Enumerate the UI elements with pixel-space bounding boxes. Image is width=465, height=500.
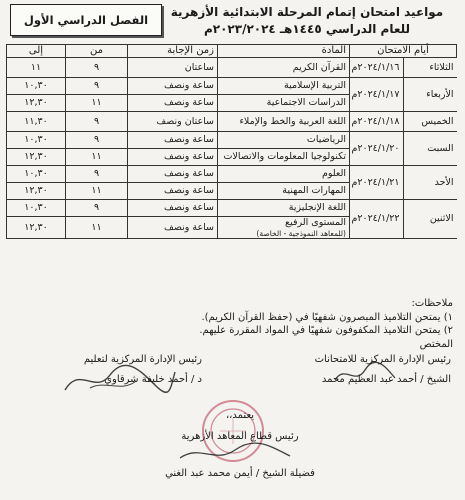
- subject-label: الدراسات الاجتماعية: [266, 97, 346, 108]
- exam-duration: ساعة ونصف: [128, 95, 218, 112]
- handwritten-signature-bottom: [175, 440, 295, 466]
- end-time: ١٠,٣٠: [7, 132, 66, 149]
- exam-subject: [218, 78, 350, 95]
- start-time: ٩: [66, 200, 128, 217]
- end-time: ١٠,٣٠: [7, 78, 66, 95]
- exam-day: الأربعاء: [403, 78, 457, 112]
- header-to: إلى: [7, 45, 66, 58]
- exam-duration: ساعة ونصف: [128, 200, 218, 217]
- header-title: مواعيد امتحان إتمام المرحلة الابتدائية الأزهرية: [170, 5, 444, 19]
- end-time: ١٢,٣٠: [7, 183, 66, 200]
- exam-subject: [218, 95, 350, 112]
- approval-title: رئيس قطاع المعاهد الأزهرية: [181, 431, 299, 442]
- exam-subject: [218, 183, 350, 200]
- exam-date: ٢٠٢٤/١/٢٠م: [350, 132, 404, 166]
- header-time: زمن الإجابة: [128, 45, 218, 58]
- end-time: ١٠,٣٠: [7, 166, 66, 183]
- table-row: [7, 200, 457, 217]
- end-time: ١٢,٣٠: [7, 149, 66, 166]
- exam-duration: ساعتان ونصف: [128, 112, 218, 132]
- exam-subject: [218, 149, 350, 166]
- exam-day: الأحد: [403, 166, 457, 200]
- start-time: ٩: [66, 78, 128, 95]
- exam-schedule-table: [6, 44, 457, 239]
- handwritten-signature-right: [330, 358, 400, 390]
- subject-label: المستوى الرفيع: [285, 217, 346, 228]
- exam-subject: [218, 166, 350, 183]
- subject-label: المهارات المهنية: [282, 185, 346, 196]
- term-badge: [10, 4, 162, 36]
- exam-subject: [218, 132, 350, 149]
- exam-date: ٢٠٢٤/١/٢١م: [350, 166, 404, 200]
- subject-label: التربية الإسلامية: [283, 80, 346, 91]
- exam-date: ٢٠٢٤/١/٢٢م: [350, 200, 404, 239]
- start-time: ١١: [66, 217, 128, 239]
- exam-duration: ساعة ونصف: [128, 183, 218, 200]
- start-time: ١١: [66, 149, 128, 166]
- end-time: ١٠,٣٠: [7, 200, 66, 217]
- table-row: [7, 166, 457, 183]
- subject-label: العلوم: [321, 168, 346, 179]
- signature-name: الشيخ / أحمد عبد العظيم محمد: [321, 374, 451, 385]
- exam-duration: ساعة ونصف: [128, 132, 218, 149]
- exam-duration: ساعة ونصف: [128, 217, 218, 239]
- subject-label: الرياضيات: [306, 134, 346, 145]
- start-time: ٩: [66, 112, 128, 132]
- header-year: للعام الدراسي ١٤٤٥هـ ٢٠٢٣/٢٠٢٤م: [203, 22, 411, 36]
- exam-date: ٢٠٢٤/١/١٧م: [350, 78, 404, 112]
- exam-duration: ساعة ونصف: [128, 78, 218, 95]
- end-time: ١١,٣٠: [7, 112, 66, 132]
- subject-label: تكنولوجيا المعلومات والاتصالات: [223, 151, 346, 162]
- note-item: ٢) يمتحن التلاميذ المكفوفون شفهيًا في المواد المقررة عليهم.: [199, 325, 453, 336]
- exam-subject: [218, 58, 350, 78]
- end-time: ١٢,٣٠: [7, 217, 66, 239]
- subject-label: اللغة الإنجليزية: [288, 202, 346, 213]
- end-time: ١١: [7, 58, 66, 78]
- exam-day: الثلاثاء: [403, 58, 457, 78]
- signature-title: رئيس الإدارة المركزية للامتحانات: [314, 354, 451, 365]
- table-row: [7, 112, 457, 132]
- notes-approved: المختص: [419, 338, 453, 350]
- handwritten-signature-left: [60, 360, 180, 400]
- exam-subject: [218, 112, 350, 132]
- exam-duration: ساعة ونصف: [128, 166, 218, 183]
- subject-label: اللغة العربية والخط والإملاء: [239, 115, 346, 127]
- exam-duration: ساعة ونصف: [128, 149, 218, 166]
- start-time: ١١: [66, 95, 128, 112]
- start-time: ٩: [66, 166, 128, 183]
- header-from: من: [66, 45, 128, 58]
- start-time: ١١: [66, 183, 128, 200]
- term-label: الفصل الدراسي الأول: [23, 13, 149, 27]
- note-item: ١) يمتحن التلاميذ المبصرون شفهيًا في (حفظ القرآن الكريم).: [201, 311, 453, 323]
- header-subject: المادة: [218, 45, 350, 58]
- start-time: ٩: [66, 58, 128, 78]
- exam-subject: [218, 217, 350, 239]
- exam-day: السبت: [403, 132, 457, 166]
- table-row: [7, 78, 457, 95]
- exam-date: ٢٠٢٤/١/١٨م: [350, 112, 404, 132]
- signature-title: رئيس الإدارة المركزية لتعليم: [83, 354, 202, 365]
- table-row: [7, 132, 457, 149]
- subject-label: القرآن الكريم: [292, 61, 346, 73]
- start-time: ٩: [66, 132, 128, 149]
- header-days: أيام الامتحان: [350, 45, 457, 58]
- approval-label: يعتمد،،: [225, 410, 255, 421]
- exam-duration: ساعتان: [128, 58, 218, 78]
- exam-date: ٢٠٢٤/١/١٦م: [350, 58, 404, 78]
- signature-name: د / أحمد خليفة شرقاوي: [104, 374, 202, 385]
- exam-subject: [218, 200, 350, 217]
- approval-name: فضيلة الشيخ / أيمن محمد عبد الغني: [165, 468, 315, 479]
- subject-subnote: (للمعاهد النموذجية - الخاصة): [256, 229, 346, 238]
- document-header: [159, 4, 455, 38]
- exam-day: الاثنين: [403, 200, 457, 239]
- exam-day: الخميس: [403, 112, 457, 132]
- notes-title: ملاحظات:: [411, 298, 453, 309]
- notes-section: [13, 297, 453, 351]
- end-time: ١٢,٣٠: [7, 95, 66, 112]
- table-row: [7, 58, 457, 78]
